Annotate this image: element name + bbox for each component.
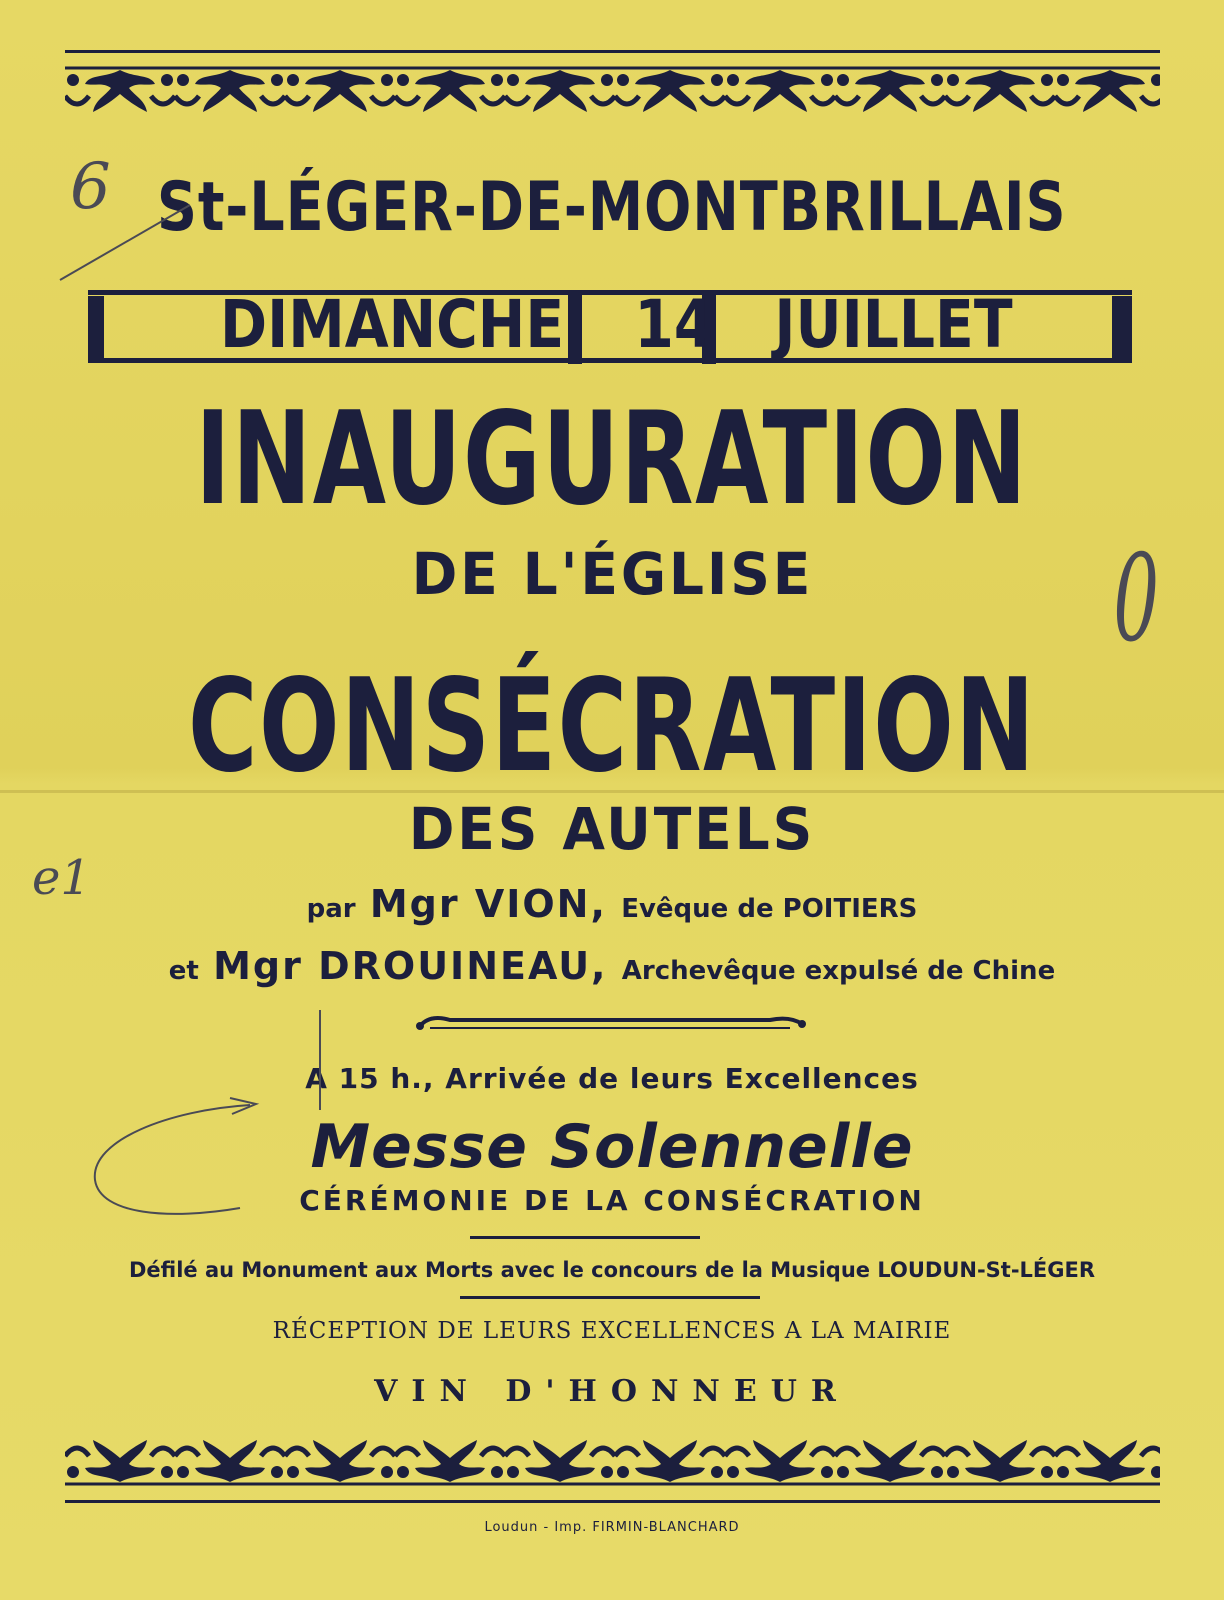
drouineau-prefix: et	[168, 956, 199, 986]
top-rule	[65, 50, 1160, 53]
vion-name: Mgr VION,	[369, 882, 607, 926]
bottom-ornament-border	[65, 1430, 1160, 1492]
line-vion	[0, 882, 1224, 926]
parade-underline	[460, 1296, 760, 1299]
title-inauguration: INAUGURATION	[195, 385, 1029, 534]
parade-line: Défilé au Monument aux Morts avec le concours de la Musique LOUDUN-St-LÉGER	[128, 1258, 1096, 1282]
date-month: JUILLET	[773, 286, 1013, 363]
vion-title: Evêque de POITIERS	[621, 894, 918, 924]
subtitle-eglise: DE L'ÉGLISE	[411, 540, 813, 608]
town-heading: St-LÉGER-DE-MONTBRILLAIS	[157, 168, 1067, 247]
date-day: DIMANCHE	[220, 286, 565, 363]
mass-heading: Messe Solennelle	[310, 1112, 914, 1182]
drouineau-name: Mgr DROUINEAU,	[213, 944, 608, 988]
pencil-mark-right: 0	[1113, 530, 1160, 669]
arrival-line: A 15 h., Arrivée de leurs Excellences	[305, 1062, 919, 1095]
pencil-mark-left: e1	[32, 850, 91, 906]
printer-credit: Loudun - Imp. FIRMIN-BLANCHARD	[484, 1520, 740, 1535]
reception-line: RÉCEPTION DE LEURS EXCELLENCES A LA MAIRIE	[272, 1318, 952, 1344]
ceremony-line: CÉRÉMONIE DE LA CONSÉCRATION	[299, 1184, 925, 1217]
line-drouineau	[0, 944, 1224, 988]
pencil-mark-top-left: 6	[70, 150, 111, 224]
title-consecration: CONSÉCRATION	[187, 652, 1037, 801]
date-line	[0, 286, 1224, 363]
ceremony-underline	[470, 1236, 700, 1239]
top-ornament-border	[65, 60, 1160, 122]
vion-prefix: par	[306, 894, 356, 924]
date-number: 14	[634, 286, 714, 363]
bottom-rule	[65, 1500, 1160, 1503]
wine-line: VIN D'HONNEUR	[374, 1374, 850, 1409]
drouineau-title: Archevêque expulsé de Chine	[621, 956, 1056, 986]
flourish-divider	[410, 1010, 810, 1034]
subtitle-autels: DES AUTELS	[408, 795, 816, 863]
